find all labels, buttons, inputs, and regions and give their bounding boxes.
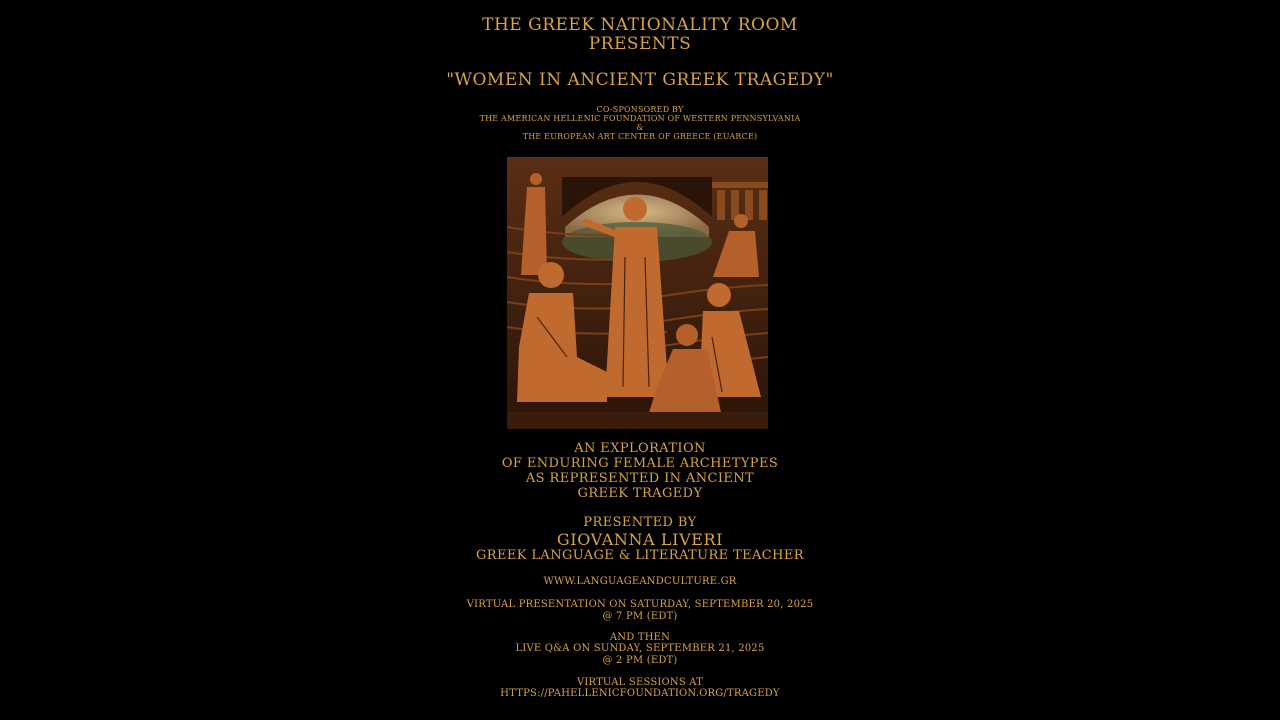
description-line-2: OF ENDURING FEMALE ARCHETYPES (501, 456, 779, 471)
sponsor-2: THE EUROPEAN ART CENTER OF GREECE (EUARCE) (522, 132, 758, 141)
header-line-1: THE GREEK NATIONALITY ROOM (482, 15, 798, 35)
live-qa-date: LIVE Q&A ON SUNDAY, SEPTEMBER 21, 2025 (515, 643, 765, 654)
presented-by-label: PRESENTED BY (583, 515, 697, 530)
description-line-1: AN EXPLORATION (574, 441, 706, 456)
virtual-presentation-time: @ 7 PM (EDT) (602, 611, 678, 622)
live-qa-time: @ 2 PM (EDT) (602, 655, 678, 666)
presenter-website: WWW.LANGUAGEANDCULTURE.GR (543, 576, 737, 587)
event-title: "WOMEN IN ANCIENT GREEK TRAGEDY" (446, 70, 834, 90)
cosponsored-label: CO-SPONSORED BY (596, 105, 684, 114)
greek-women-artwork (507, 157, 768, 429)
sessions-url: HTTPS://PAHELLENICFOUNDATION.ORG/TRAGEDY (500, 688, 780, 699)
description-line-4: GREEK TRAGEDY (577, 486, 703, 501)
presenter-name: GIOVANNA LIVERI (556, 530, 724, 549)
virtual-presentation-date: VIRTUAL PRESENTATION ON SATURDAY, SEPTEMBER 20, 2025 (466, 599, 814, 610)
sponsor-ampersand: & (636, 123, 644, 132)
header-line-2: PRESENTS (588, 34, 692, 54)
description-line-3: AS REPRESENTED IN ANCIENT (525, 471, 755, 486)
presenter-role: GREEK LANGUAGE & LITERATURE TEACHER (476, 548, 804, 563)
and-then-label: AND THEN (609, 632, 671, 643)
virtual-sessions-label: VIRTUAL SESSIONS AT (576, 677, 704, 688)
sponsor-1: THE AMERICAN HELLENIC FOUNDATION OF WESTERN PENNSYLVANIA (479, 114, 801, 123)
artwork-illustration (507, 157, 768, 429)
